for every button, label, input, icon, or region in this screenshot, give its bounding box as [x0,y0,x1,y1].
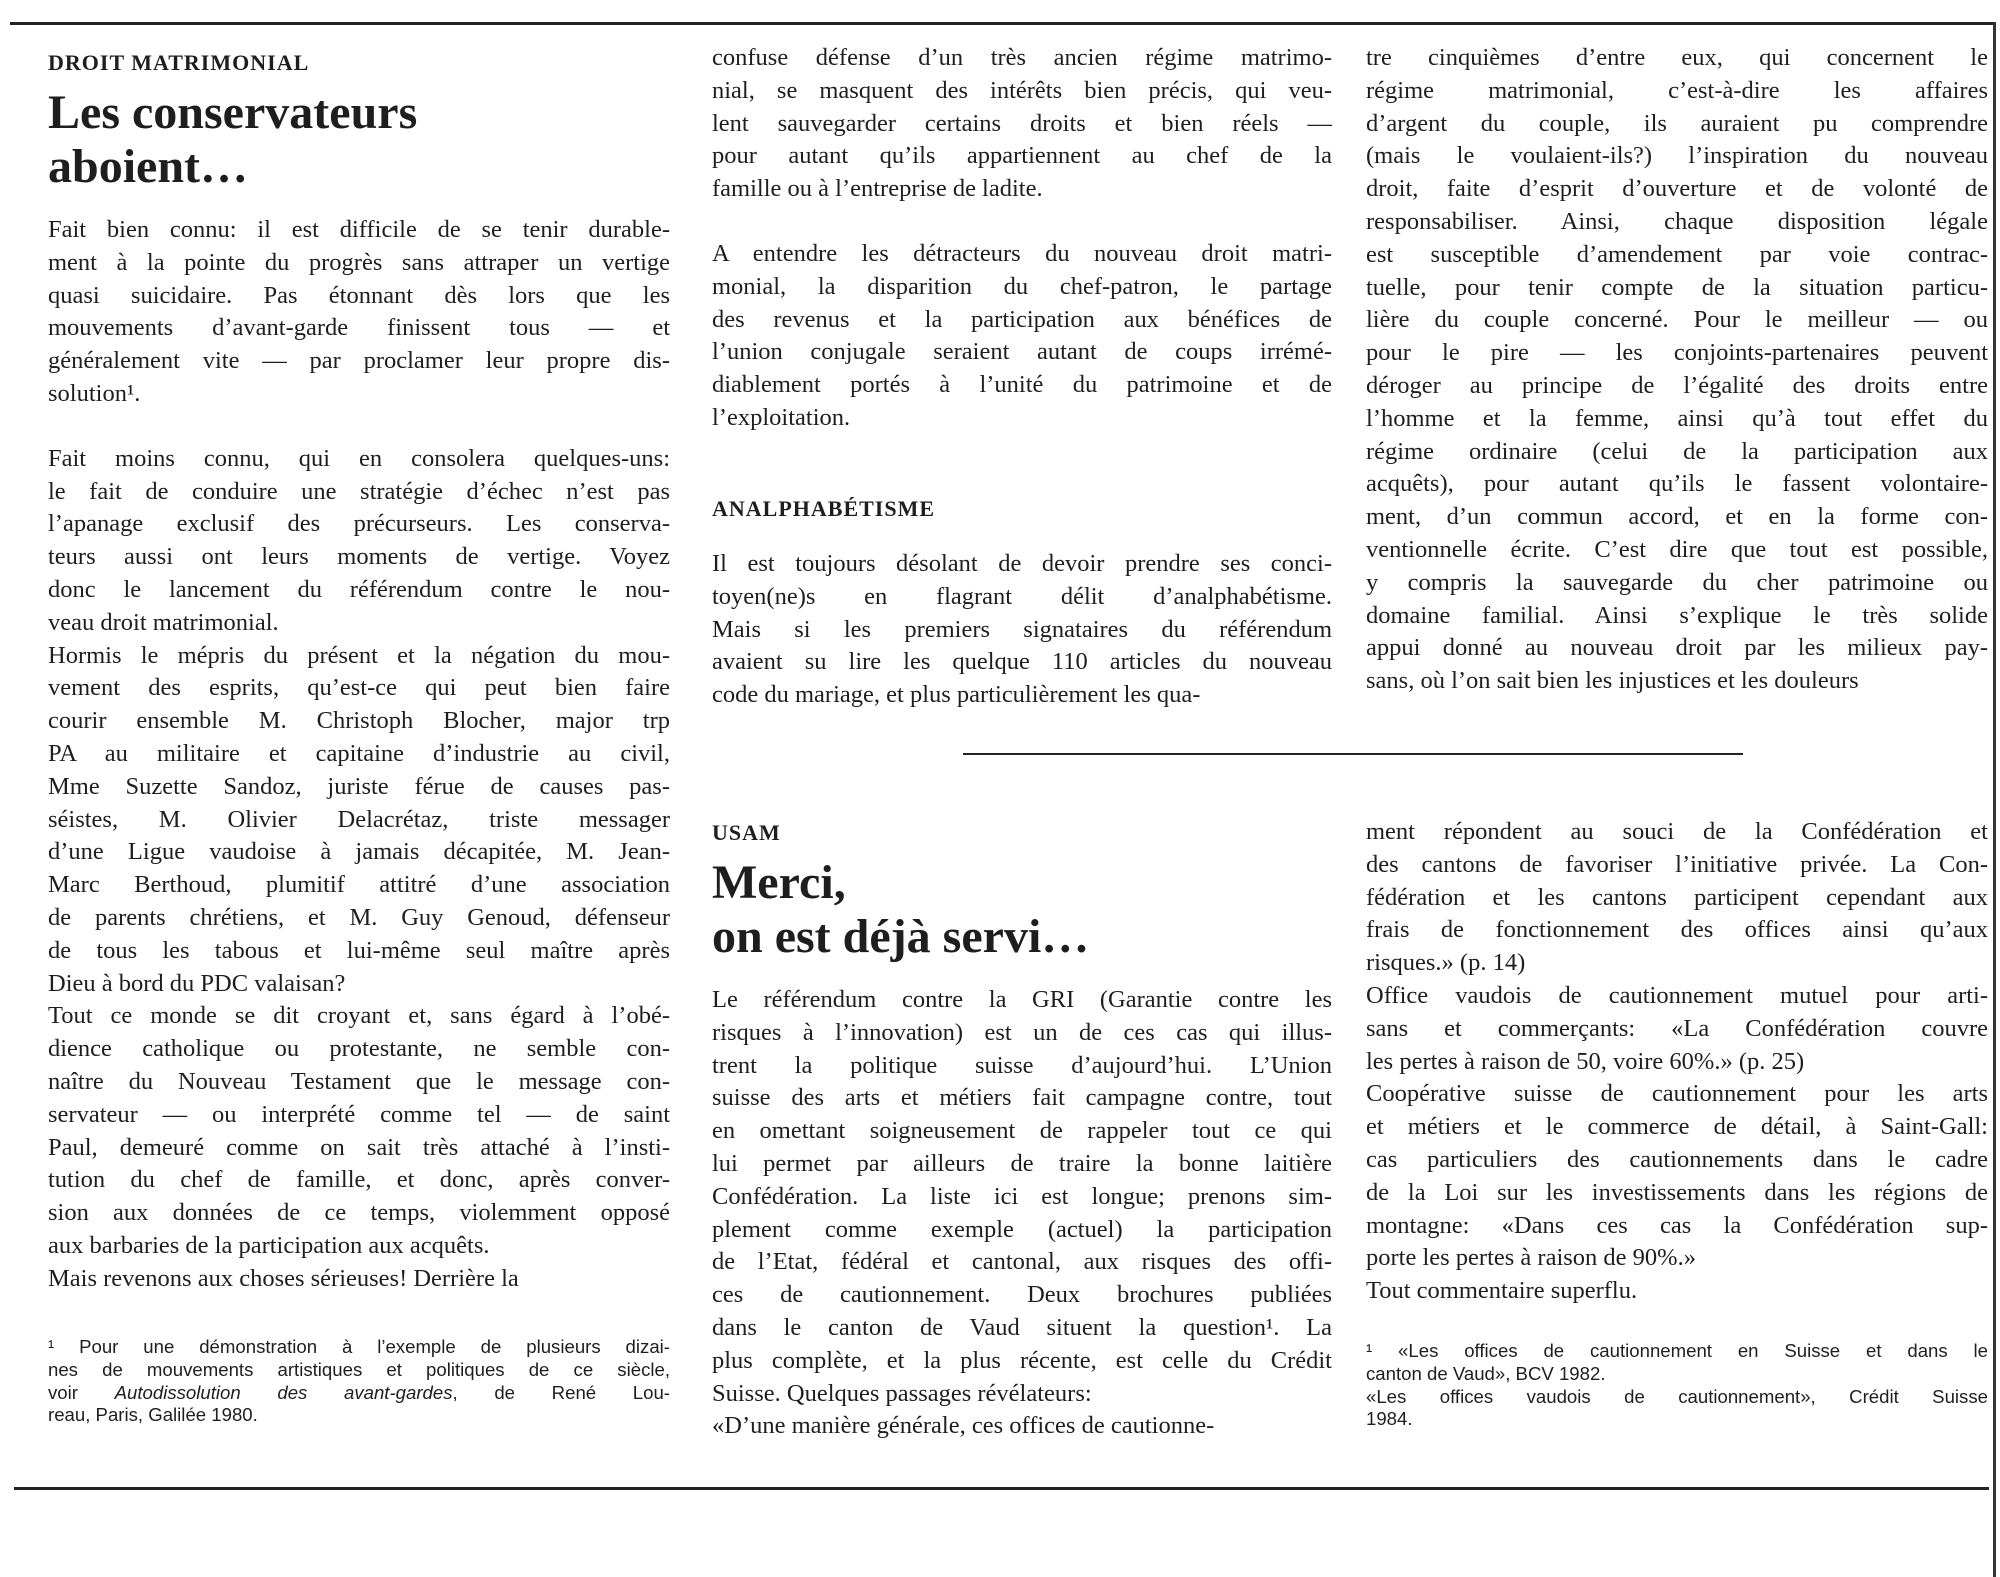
text-line: dience catholique ou protestante, ne semble con- [48,1035,670,1063]
text-line: confuse défense d’un très ancien régime matrimo- [712,44,1332,71]
text-line: l’union conjugale seraient autant de coups irrémé- [712,338,1332,366]
text-line: responsabiliser. Ainsi, chaque disposition légale [1366,207,1988,235]
text-line: solution¹. [48,379,141,407]
text-line: tuelle, pour tenir compte de la situation particu- [1366,273,1988,301]
text-line: naître du Nouveau Testament que le message con- [48,1067,670,1095]
text-line: vement des esprits, qu’est-ce qui peut bien faire [48,674,670,702]
text-line: l’exploitation. [712,403,851,431]
text-line: droit, faite d’esprit d’ouverture et de volonté de [1366,175,1988,203]
text-line: lent sauvegarder certains droits et bien réels — [712,109,1332,137]
text-line: Tout commentaire superflu. [1366,1277,1638,1305]
text-line: des cantons de favoriser l’initiative privée. La Con- [1366,850,1988,878]
text-line: aux barbaries de la participation aux acquêts. [48,1231,490,1259]
text-line: l’apanage exclusif des précurseurs. Les conserva- [48,510,670,538]
text-line: déroger au principe de l’égalité des droits entre [1366,371,1988,399]
text-line: Il est toujours désolant de devoir prendre ses conci- [712,550,1332,577]
text-line: nial, se masquent des intérêts bien précis, qui veu- [712,76,1332,104]
article2-headline-line1: Merci, [712,856,846,909]
footnote-line: voir Autodissolution des avant-gardes, de René Lou- [48,1381,670,1403]
text-line: ment répondent au souci de la Confédération et [1366,818,1988,845]
text-line: 1984. [1366,1408,1413,1430]
text-line: «D’une manière générale, ces offices de cautionne- [712,1412,1215,1440]
text-line: l’homme et la femme, ainsi qu’à tout effet du [1366,404,1988,432]
paragraph-gap [712,206,1332,238]
article-separator-rule [963,753,1743,755]
text-line: Le référendum contre la GRI (Garantie contre les [712,986,1332,1013]
text-line: lui permet par ailleurs de traire la bonne laitière [712,1149,1332,1177]
text-line: appui donné au nouveau droit par les milieux pay- [1366,634,1988,662]
article2-footnote [1366,1340,1988,1431]
text-line: Paul, demeuré comme on sait très attaché à l’insti- [48,1133,670,1161]
text-line: ces de cautionnement. Deux brochures publiées [712,1281,1332,1309]
article1-column2-text [712,42,1332,435]
article1-headline-line2: aboient… [48,140,249,193]
text-line: pour autant qu’ils appartiennent au chef de la [712,142,1332,170]
article1-rubric: DROIT MATRIMONIAL [48,50,310,75]
text-line: Fait moins connu, qui en consolera quelques-uns: [48,444,670,472]
text-line: tution du chef de famille, et donc, après conver- [48,1166,670,1194]
text-line: acquêts), pour autant qu’ils le fassent volontaire- [1366,470,1988,498]
footnote-line: ¹ Pour une démonstration à l’exemple de plusieurs dizai- [48,1336,670,1357]
text-line: veau droit matrimonial. [48,608,279,636]
text-line: Confédération. La liste ici est longue; prenons sim- [712,1182,1332,1210]
text-line: courir ensemble M. Christoph Blocher, major trp [48,707,670,735]
text-line: suisse des arts et métiers fait campagne contre, tout [712,1084,1332,1112]
text-line: ¹ «Les offices de cautionnement en Suisse et dans le [1366,1340,1988,1361]
text-line: donc le lancement du référendum contre le nou- [48,575,670,603]
text-line: généralement vite — par proclamer leur propre dis- [48,347,670,375]
article1-header [48,50,670,194]
text-line: diablement portés à l’unité du patrimoine et de [712,371,1332,399]
article2-headline-line2: on est déjà servi… [712,910,1090,963]
text-line: et métiers et le commerce de détail, à Saint-Gall: [1366,1113,1988,1141]
text-line: teurs aussi ont leurs moments de vertige. Voyez [48,543,670,571]
text-line: servateur — ou interprété comme tel — de saint [48,1100,670,1128]
text-line: lière du couple concerné. Pour le meilleur — ou [1366,306,1988,334]
text-line: régime matrimonial, c’est-à-dire les affaires [1366,76,1988,104]
article1-column1-text [48,214,670,1296]
text-line: «Les offices vaudois de cautionnement», Crédit Suisse [1366,1385,1988,1407]
text-line: d’une Ligue vaudoise à jamais décapitée, M. Jean- [48,838,670,866]
text-line: Fait bien connu: il est difficile de se tenir durable- [48,216,670,243]
text-line: mouvements d’avant-garde finissent tous — et [48,314,670,342]
text-line: y compris la sauvegarde du cher patrimoine ou [1366,568,1988,596]
text-line: est susceptible d’amendement par voie contrac- [1366,240,1988,268]
text-line: canton de Vaud», BCV 1982. [1366,1362,1606,1384]
text-line: sans, où l’on sait bien les injustices et les douleurs [1366,667,1859,695]
text-line: sans et commerçants: «La Confédération couvre [1366,1014,1988,1042]
text-line: Suisse. Quelques passages révélateurs: [712,1379,1092,1407]
text-line: toyen(ne)s en flagrant délit d’analphabétisme. [712,582,1332,610]
article1-column3-text [1366,42,1988,698]
article1-column2b-text [712,548,1332,712]
text-line: de la Loi sur les investissements dans les régions de [1366,1178,1988,1206]
text-line: Marc Berthoud, plumitif attitré d’une association [48,871,670,899]
text-line: tre cinquièmes d’entre eux, qui concernent le [1366,44,1988,71]
text-line: Mais si les premiers signataires du référendum [712,615,1332,643]
text-line: ment à la pointe du progrès sans attraper un vertige [48,248,670,276]
text-line: plement comme exemple (actuel) la participation [712,1215,1332,1243]
text-line: A entendre les détracteurs du nouveau droit matri- [712,239,1332,267]
text-line: séistes, M. Olivier Delacrétaz, triste messager [48,805,670,833]
text-line: Mais revenons aux choses sérieuses! Derrière la [48,1264,519,1292]
text-line: monial, la disparition du chef-patron, le partage [712,272,1332,300]
text-line: plus complète, et la plus récente, est celle du Crédit [712,1346,1332,1374]
text-line: les pertes à raison de 50, voire 60%.» (p. 25) [1366,1047,1805,1075]
text-line: de tous les tabous et lui-même seul maître après [48,936,670,964]
top-rule [10,22,1995,25]
text-line: Dieu à bord du PDC valaisan? [48,969,346,997]
text-line: trent la politique suisse d’aujourd’hui. L’Union [712,1051,1332,1079]
paragraph-gap [48,411,670,443]
text-line: risques à l’innovation) est un de ces cas qui illus- [712,1018,1332,1046]
article1-headline-line1: Les conservateurs [48,86,418,139]
text-line: Coopérative suisse de cautionnement pour les arts [1366,1080,1988,1108]
text-line: dans le canton de Vaud situent la question¹. La [712,1313,1332,1341]
text-line: quasi suicidaire. Pas étonnant dès lors que les [48,281,670,309]
article2-column3-text [1366,816,1988,1308]
text-line: avaient su lire les quelque 110 articles du nouveau [712,648,1332,676]
text-line: Tout ce monde se dit croyant et, sans égard à l’obé- [48,1002,670,1030]
text-line: de l’Etat, fédéral et cantonal, aux risques des offi- [712,1248,1332,1276]
text-line: de parents chrétiens, et M. Guy Genoud, défenseur [48,903,670,931]
text-line: risques.» (p. 14) [1366,949,1526,977]
article2-column2-text [712,984,1332,1443]
article1-footnote [48,1336,670,1427]
footnote-line: nes de mouvements artistiques et politiques de ce siècle, [48,1358,670,1380]
text-line: en omettant soigneusement de rappeler tout ce qui [712,1117,1332,1145]
text-line: cas particuliers des cautionnements dans le cadre [1366,1145,1988,1173]
text-line: domaine familial. Ainsi s’explique le très solide [1366,601,1988,629]
text-line: ventionnelle écrite. C’est dire que tout est possible, [1366,535,1988,563]
article2-header [712,820,1332,964]
text-line: montagne: «Dans ces cas la Confédération sup- [1366,1211,1988,1239]
text-line: PA au militaire et capitaine d’industrie au civil, [48,739,670,767]
text-line: porte les pertes à raison de 90%.» [1366,1244,1696,1272]
footnote-line: reau, Paris, Galilée 1980. [48,1404,258,1426]
text-line: Mme Suzette Sandoz, juriste férue de causes pas- [48,772,670,800]
text-line: ment, d’un commun accord, et en la forme con- [1366,503,1988,531]
text-line: Office vaudois de cautionnement mutuel pour arti- [1366,981,1988,1009]
text-line: des revenus et la participation aux bénéfices de [712,305,1332,333]
text-line: fédération et les cantons participent cependant aux [1366,883,1988,911]
text-line: le fait de conduire une stratégie d’échec n’est pas [48,477,670,505]
text-line: régime ordinaire (celui de la participation aux [1366,437,1988,465]
article2-rubric: USAM [712,820,781,845]
text-line: d’argent du couple, ils auraient pu comprendre [1366,109,1988,137]
text-line: (mais le voulaient-ils?) l’inspiration du nouveau [1366,142,1988,170]
text-line: code du mariage, et plus particulièrement les qua- [712,681,1201,709]
page-edge-rule [1993,22,1996,1577]
article1-subrubric: ANALPHABÉTISME [712,496,936,521]
bottom-rule [14,1487,1989,1490]
text-line: sion aux données de ce temps, violemment opposé [48,1199,670,1227]
text-line: frais de fonctionnement des offices ainsi qu’aux [1366,916,1988,944]
text-line: Hormis le mépris du présent et la négation du mou- [48,641,670,669]
text-line: pour le pire — les conjoints-partenaires peuvent [1366,339,1988,367]
text-line: famille ou à l’entreprise de ladite. [712,175,1043,203]
